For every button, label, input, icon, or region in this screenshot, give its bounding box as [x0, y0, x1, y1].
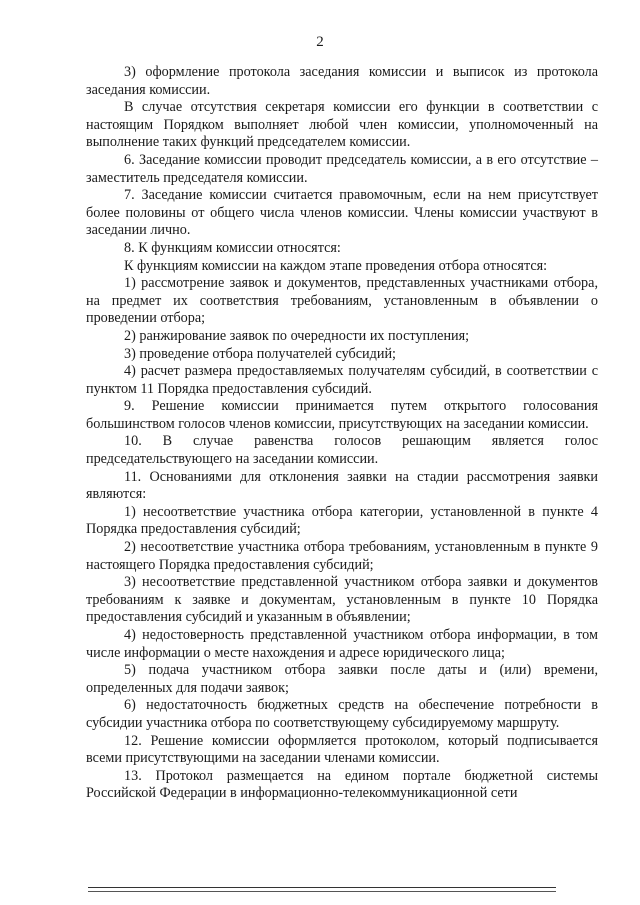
paragraph: 6. Заседание комиссии проводит председатель комиссии, а в его отсутствие – заместитель председателя комиссии.	[86, 151, 598, 186]
paragraph: 4) расчет размера предоставляемых получателям субсидий, в соответствии с пунктом 11 Порядка предоставления субсидий.	[86, 363, 598, 397]
paragraph: 1) рассмотрение заявок и документов, представленных участниками отбора, на предмет их соответствия требованиям, установленным в объявлении о проведении отбора;	[86, 275, 598, 327]
paragraph: 9. Решение комиссии принимается путем открытого голосования большинством голосов членов комиссии, присутствующих на заседании комиссии.	[86, 398, 598, 432]
paragraph: 2) ранжирование заявок по очередности их поступления;	[124, 327, 470, 344]
paragraph: 5) подача участником отбора заявки после даты и (или) времени, определенных для подачи заявок;	[86, 662, 598, 696]
paragraph: 11. Основаниями для отклонения заявки на стадии рассмотрения заявки являются:	[86, 468, 598, 503]
paragraph: К функциям комиссии на каждом этапе проведения отбора относятся:	[124, 257, 548, 274]
paragraph: 4) недостоверность представленной участником отбора информации, в том числе информации о месте нахождения и адресе юридического лица;	[86, 627, 598, 661]
paragraph: 1) несоответствие участника отбора категории, установленной в пункте 4 Порядка предоставления субсидий;	[86, 503, 598, 538]
paragraph: 7. Заседание комиссии считается правомочным, если на нем присутствует более половины от общего числа членов комиссии. Члены комиссии участвуют в заседании лично.	[86, 187, 598, 239]
page-number: 2	[316, 34, 324, 50]
footer-rule	[88, 887, 556, 888]
document-body	[86, 64, 598, 803]
paragraph: 6) недостаточность бюджетных средств на обеспечение потребности в субсидии участника отбора по соответствующему субсидируемому маршруту.	[86, 697, 598, 731]
paragraph: 12. Решение комиссии оформляется протоколом, который подписывается всеми присутствующими на заседании членами комиссии.	[86, 732, 598, 767]
paragraph: 10. В случае равенства голосов решающим является голос председательствующего на заседании комиссии.	[86, 433, 598, 468]
paragraph: 8. К функциям комиссии относятся:	[124, 239, 341, 256]
paragraph: 13. Протокол размещается на едином портале бюджетной системы Российской Федерации в информационно-телекоммуникационной сети	[86, 767, 598, 802]
paragraph: В случае отсутствия секретаря комиссии его функции в соответствии с настоящим Порядком выполняет любой член комиссии, уполномоченный на выполнение таких функций председателем комиссии.	[86, 99, 598, 151]
paragraph: 2) несоответствие участника отбора требованиям, установленным в пункте 9 настоящего Порядка предоставления субсидий;	[86, 539, 598, 573]
paragraph: 3) оформление протокола заседания комиссии и выписок из протокола заседания комиссии.	[86, 64, 598, 98]
paragraph: 3) проведение отбора получателей субсидий;	[124, 345, 396, 362]
paragraph: 3) несоответствие представленной участником отбора заявки и документов требованиям к заявке и документам, установленным в пункте 10 Порядка предоставления субсидий и указанным в объявлении;	[86, 574, 598, 626]
